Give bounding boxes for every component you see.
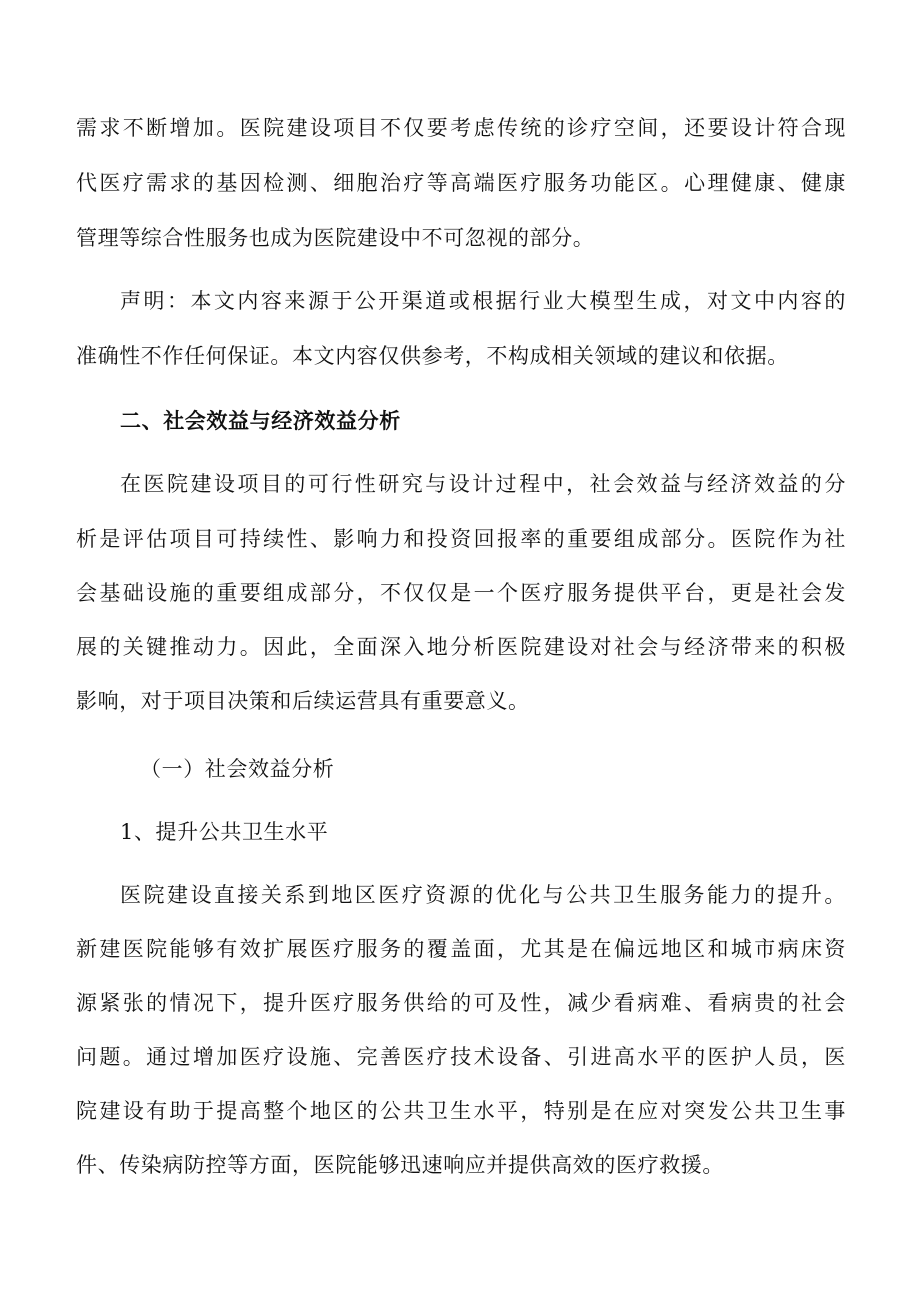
paragraph-line: 源紧张的情况下，提升医疗服务供给的可及性，减少看病难、看病贵的社会 (76, 991, 846, 1015)
disclaimer-line: 准确性不作任何保证。本文内容仅供参考，不构成相关领域的建议和依据。 (76, 344, 789, 368)
paragraph-line: 析是评估项目可持续性、影响力和投资回报率的重要组成部分。医院作为社 (76, 527, 846, 551)
paragraph-line: 医院建设直接关系到地区医疗资源的优化与公共卫生服务能力的提升。 (120, 883, 846, 907)
paragraph-line: 代医疗需求的基因检测、细胞治疗等高端医疗服务功能区。心理健康、健康 (76, 171, 846, 195)
paragraph-line: 影响，对于项目决策和后续运营具有重要意义。 (76, 689, 530, 713)
paragraph-line: 院建设有助于提高整个地区的公共卫生水平，特别是在应对突发公共卫生事 (76, 1099, 846, 1123)
paragraph-line: 在医院建设项目的可行性研究与设计过程中，社会效益与经济效益的分 (120, 472, 846, 496)
paragraph-line: 需求不断增加。医院建设项目不仅要考虑传统的诊疗空间，还要设计符合现 (76, 116, 846, 140)
item-heading: 1、提升公共卫生水平 (120, 820, 329, 844)
paragraph-line: 件、传染病防控等方面，医院能够迅速响应并提供高效的医疗救援。 (76, 1153, 724, 1177)
paragraph-line: 问题。通过增加医疗设施、完善医疗技术设备、引进高水平的医护人员，医 (76, 1045, 846, 1069)
disclaimer-line: 声明：本文内容来源于公开渠道或根据行业大模型生成，对文中内容的 (120, 289, 846, 313)
paragraph-line: 展的关键推动力。因此，全面深入地分析医院建设对社会与经济带来的积极 (76, 635, 846, 659)
section-heading: 二、社会效益与经济效益分析 (120, 408, 401, 433)
subsection-heading: （一）社会效益分析 (140, 757, 335, 781)
paragraph-line: 会基础设施的重要组成部分，不仅仅是一个医疗服务提供平台，更是社会发 (76, 581, 846, 605)
paragraph-line: 管理等综合性服务也成为医院建设中不可忽视的部分。 (76, 226, 595, 250)
paragraph-line: 新建医院能够有效扩展医疗服务的覆盖面，尤其是在偏远地区和城市病床资 (76, 937, 846, 961)
